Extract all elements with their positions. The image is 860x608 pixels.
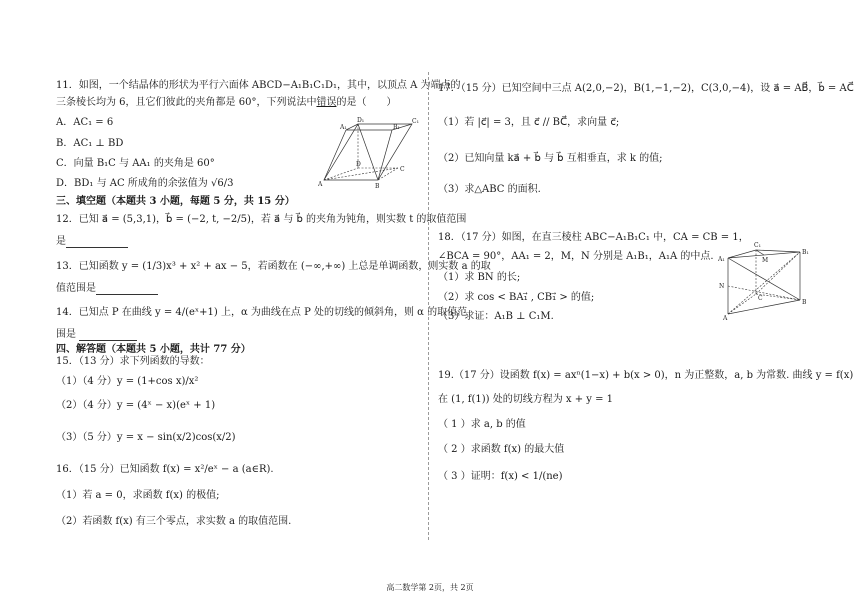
q13-line2-text: 值范围是 — [56, 283, 96, 294]
q15-part-1: （1）（4 分）y = (1+cos x)/x² — [56, 376, 199, 387]
q11-fig-dash-1 — [324, 168, 358, 180]
q18-fig-label-a: A — [723, 315, 728, 320]
section-4-heading: 四、解答题（本题共 5 小题，共计 77 分） — [56, 344, 251, 355]
q12-line1: 12．已知 a⃗ = (5,3,1)，b⃗ = (−2, t, −2/5)，若 a⃗ 与 b⃗ 的夹角为钝角，则实数 t 的取值范围 — [56, 214, 467, 225]
q14-line2-text: 围是 — [56, 329, 76, 340]
q11-fig-label-a1: A₁ — [340, 124, 347, 131]
q18-fig-diag-a1b — [728, 258, 800, 300]
q11-fig-label-d1: D₁ — [357, 117, 365, 124]
q15-part-2: （2）（4 分）y = (4ˣ − x)(eˣ + 1) — [56, 400, 216, 411]
q12-answer-blank — [66, 238, 128, 248]
q19-stem-line1: 19.（17 分）设函数 f(x) = axⁿ(1−x) + b(x > 0)，n 为正整数，a, b 为常数. 曲线 y = f(x) — [438, 370, 854, 381]
q12-line2 — [56, 236, 128, 248]
q18-prism-figure — [718, 236, 812, 320]
page-footer: 高二数学第 2页，共 2页 — [386, 583, 474, 592]
q19-part-3: （ 3 ）证明：f(x) < 1/(ne) — [438, 471, 563, 482]
q18-fig-dash-nb — [728, 286, 800, 300]
q11-parallelepiped-figure — [318, 116, 422, 190]
q16-stem: 16．（15 分）已知函数 f(x) = x²/eˣ − a (a∈R). — [56, 464, 274, 475]
q18-stem-line2: ∠BCA = 90°，AA₁ = 2，M，N 分别是 A₁B₁，A₁A 的中点. — [438, 251, 714, 262]
q17-stem: 17．（15 分）已知空间中三点 A(2,0,−2)，B(1,−1,−2)，C(3,0,−4)，设 a⃗ = AB⃗，b⃗ = AC⃗ — [438, 83, 854, 94]
q11-option-a: A．AC₁ = 6 — [56, 117, 114, 128]
q11-stem-line2 — [56, 97, 396, 109]
q18-part-2: （2）求 cos < BA₁⃗ , CB₁⃗ > 的值; — [438, 292, 595, 303]
q11-fig-edge-a — [324, 130, 346, 180]
q11-fig-label-b1: B₁ — [393, 124, 400, 131]
q14-answer-blank — [79, 331, 137, 341]
q18-fig-label-c: C — [758, 295, 763, 302]
q11-fig-label-b: B — [375, 183, 380, 190]
q19-part-1: （ 1 ）求 a, b 的值 — [438, 419, 526, 430]
q17-part-1: （1）若 |c⃗| = 3，且 c⃗ // BC⃗，求向量 c⃗; — [438, 117, 620, 128]
q18-fig-label-b1: B₁ — [802, 249, 809, 256]
right-column — [438, 0, 854, 608]
q11-fig-label-c: C — [400, 166, 405, 173]
q11-stem-err: 错误 — [316, 97, 337, 108]
q18-part-1: （1）求 BN 的长; — [438, 272, 521, 283]
section-3-heading: 三、填空题（本题共 3 小题，每题 5 分，共 15 分） — [56, 196, 295, 207]
q11-option-d: D．BD₁ 与 AC 所成角的余弦值为 √6/3 — [56, 178, 234, 189]
q18-fig-label-a1: A₁ — [718, 256, 725, 263]
q14-line1: 14．已知点 P 在曲线 y = 4/(eˣ+1) 上，α 为曲线在点 P 处的切线的倾斜角，则 α 的取值范 — [56, 307, 468, 318]
q11-fig-label-d: D — [356, 161, 361, 168]
q18-part-3: （3）求证：A₁B ⊥ C₁M. — [438, 311, 554, 322]
q18-fig-dash-cb — [756, 294, 800, 300]
q11-fig-edge-b — [378, 130, 392, 180]
q15-part-3: （3）（5 分）y = x − sin(x/2)cos(x/2) — [56, 432, 236, 443]
q11-fig-dash-5 — [324, 168, 398, 180]
q11-stem-part-a: 三条棱长均为 6，且它们彼此的夹角都是 60°，下列说法中 — [56, 97, 317, 108]
q11-stem-part-b: 的是（ ） — [336, 97, 397, 108]
q17-part-2: （2）已知向量 ka⃗ + b⃗ 与 b⃗ 互相垂直，求 k 的值; — [438, 153, 663, 164]
q11-option-c: C．向量 B₁C 与 AA₁ 的夹角是 60° — [56, 158, 215, 169]
q18-fig-label-b: B — [802, 299, 807, 306]
q18-fig-seg-c1m — [756, 250, 764, 255]
q16-part-1: （1）若 a = 0，求函数 f(x) 的极值; — [56, 490, 220, 501]
q18-stem-line1: 18．（17 分）如图，在直三棱柱 ABC−A₁B₁C₁ 中，CA = CB = 1， — [438, 232, 749, 243]
q18-fig-label-m: M — [762, 257, 769, 264]
q19-part-2: （ 2 ）求函数 f(x) 的最大值 — [438, 444, 565, 455]
q11-fig-label-a: A — [318, 181, 323, 188]
q12-line2-text: 是 — [56, 236, 66, 247]
q18-fig-label-n: N — [719, 283, 725, 290]
q18-fig-label-c1: C₁ — [754, 242, 761, 249]
q15-stem: 15．（13 分）求下列函数的导数： — [56, 356, 210, 367]
column-divider — [428, 72, 429, 540]
q13-line2 — [56, 283, 158, 295]
q13-answer-blank — [96, 285, 158, 295]
q11-fig-diag — [358, 124, 378, 180]
q16-part-2: （2）若函数 f(x) 有三个零点，求实数 a 的取值范围. — [56, 516, 292, 527]
q13-line1: 13．已知函数 y = (1/3)x³ + x² + ax − 5，若函数在 (−∞,+∞) 上总是单调函数，则实数 a 的取 — [56, 261, 491, 272]
q18-fig-edge-ab — [728, 300, 800, 314]
q17-part-3: （3）求△ABC 的面积. — [438, 184, 541, 195]
q11-fig-label-c1: C₁ — [412, 118, 419, 125]
q14-line2 — [56, 329, 137, 341]
q19-stem-line2: 在 (1, f(1)) 处的切线方程为 x + y = 1 — [438, 394, 614, 405]
q11-stem-line1: 11．如图，一个结晶体的形状为平行六面体 ABCD−A₁B₁C₁D₁，其中，以顶点 A 为端点的 — [56, 80, 461, 91]
q11-option-b: B．AC₁ ⊥ BD — [56, 138, 124, 149]
